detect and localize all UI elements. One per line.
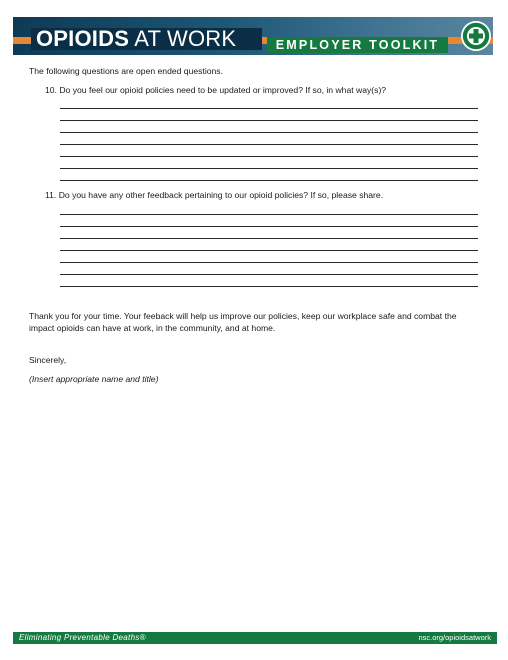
answer-line[interactable]: [60, 109, 478, 121]
nsc-green-cross-icon: [460, 20, 492, 52]
answer-line[interactable]: [60, 275, 478, 287]
closing-text: Sincerely,: [29, 355, 67, 365]
question-10: 10. Do you feel our opioid policies need to be updated or improved? If so, in what way(s)?: [45, 85, 387, 95]
intro-text: The following questions are open ended questions.: [29, 66, 223, 76]
question-11: 11. Do you have any other feedback pertaining to our opioid policies? If so, please share.: [45, 190, 384, 200]
title-bold: OPIOIDS: [36, 26, 130, 51]
answer-lines-11[interactable]: [60, 203, 478, 287]
signature-placeholder: (Insert appropriate name and title): [29, 374, 159, 384]
answer-lines-10[interactable]: [60, 97, 478, 181]
header-banner: [13, 17, 493, 55]
answer-line[interactable]: [60, 145, 478, 157]
footer-tagline: Eliminating Preventable Deaths®: [19, 633, 146, 642]
answer-line[interactable]: [60, 227, 478, 239]
answer-line[interactable]: [60, 169, 478, 181]
page-title: [36, 28, 236, 50]
answer-line[interactable]: [60, 121, 478, 133]
answer-line[interactable]: [60, 263, 478, 275]
answer-line[interactable]: [60, 251, 478, 263]
answer-line[interactable]: [60, 203, 478, 215]
answer-line[interactable]: [60, 97, 478, 109]
title-light: AT WORK: [134, 26, 237, 51]
answer-line[interactable]: [60, 133, 478, 145]
answer-line[interactable]: [60, 157, 478, 169]
footer-url[interactable]: nsc.org/opioidsatwork: [418, 633, 491, 642]
answer-line[interactable]: [60, 215, 478, 227]
footer-bar: [13, 632, 497, 644]
toolkit-label: EMPLOYER TOOLKIT: [267, 37, 448, 53]
thank-you-text: Thank you for your time. Your feeback will help us improve our policies, keep our workplace safe and combat the impact opioids can have at work, in the community, and at home.: [29, 311, 457, 333]
answer-line[interactable]: [60, 239, 478, 251]
